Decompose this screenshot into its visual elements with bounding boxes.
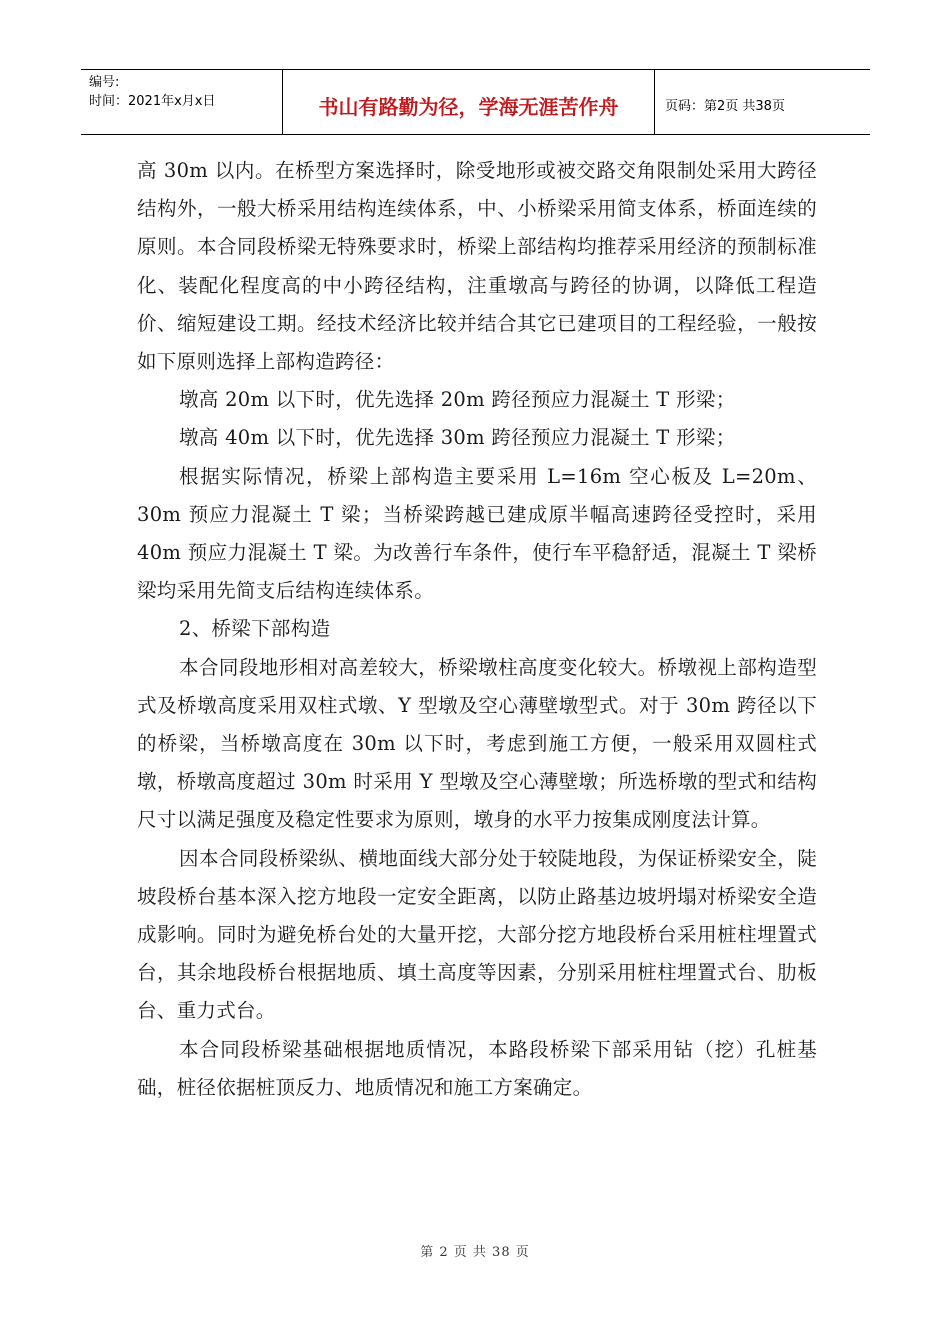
paragraph: 因本合同段桥梁纵、横地面线大部分处于较陡地段，为保证桥梁安全，陡坡段桥台基本深入挖方地段一定安全距离，以防止路基边坡坍塌对桥梁安全造成影响。同时为避免桥台处的大量开挖，大部分挖方地段桥台采用桩柱埋置式台，其余地段桥台根据地质、填土高度等因素，分别采用桩柱埋置式台、肋板台、重力式台。 bbox=[137, 846, 817, 1023]
paragraph: 本合同段桥梁基础根据地质情况，本路段桥梁下部采用钻（挖）孔桩基础，桩径依据桩顶反力、地质情况和施工方案确定。 bbox=[137, 1037, 817, 1099]
paragraph: 高 30m 以内。在桥型方案选择时，除受地形或被交路交角限制处采用大跨径结构外，一般大桥采用结构连续体系，中、小桥梁采用简支体系，桥面连续的原则。本合同段桥梁无特殊要求时，桥梁上部结构均推荐采用经济的预制标准化、装配化程度高的中小跨径结构，注重墩高与跨径的协调，以降低工程造价、缩短建设工期。经技术经济比较并结合其它已建项目的工程经验，一般按如下原则选择上部构造跨径： bbox=[137, 159, 817, 374]
page-footer: 第 2 页 共 38 页 bbox=[420, 1245, 530, 1260]
page-header bbox=[81, 69, 870, 135]
paragraph: 本合同段地形相对高差较大，桥梁墩柱高度变化较大。桥墩视上部构造型式及桥墩高度采用双柱式墩、Y 型墩及空心薄壁墩型式。对于 30m 跨径以下的桥梁，当桥墩高度在 30m 以下时，考虑到施工方便，一般采用双圆柱式墩，桥墩高度超过 30m 时采用 Y 型墩及空心薄壁墩；所选桥墩的型式和结构尺寸以满足强度及稳定性要求为原则，墩身的水平力按集成刚度法计算。 bbox=[137, 655, 817, 832]
document-number-label: 编号: bbox=[89, 75, 120, 90]
header-motto: 书山有路勤为径，学海无涯苦作舟 bbox=[283, 70, 655, 134]
paragraph: 墩高 40m 以下时，优先选择 30m 跨径预应力混凝土 T 形梁； bbox=[179, 426, 736, 450]
section-heading: 2、桥梁下部构造 bbox=[179, 617, 331, 641]
header-meta-cell bbox=[81, 70, 283, 134]
header-page-info: 页码：第2页 共38页 bbox=[665, 98, 785, 114]
paragraph: 根据实际情况，桥梁上部构造主要采用 L=16m 空心板及 L=20m、30m 预应力混凝土 T 梁；当桥梁跨越已建成原半幅高速跨径受控时，采用 40m 预应力混凝土 T 梁。为改善行车条件，使行车平稳舒适，混凝土 T 梁桥梁均采用先简支后结构连续体系。 bbox=[137, 464, 817, 603]
paragraph: 墩高 20m 以下时，优先选择 20m 跨径预应力混凝土 T 形梁； bbox=[179, 388, 736, 412]
document-date: 时间：2021年x月x日 bbox=[89, 94, 216, 109]
document-body bbox=[137, 152, 817, 1107]
